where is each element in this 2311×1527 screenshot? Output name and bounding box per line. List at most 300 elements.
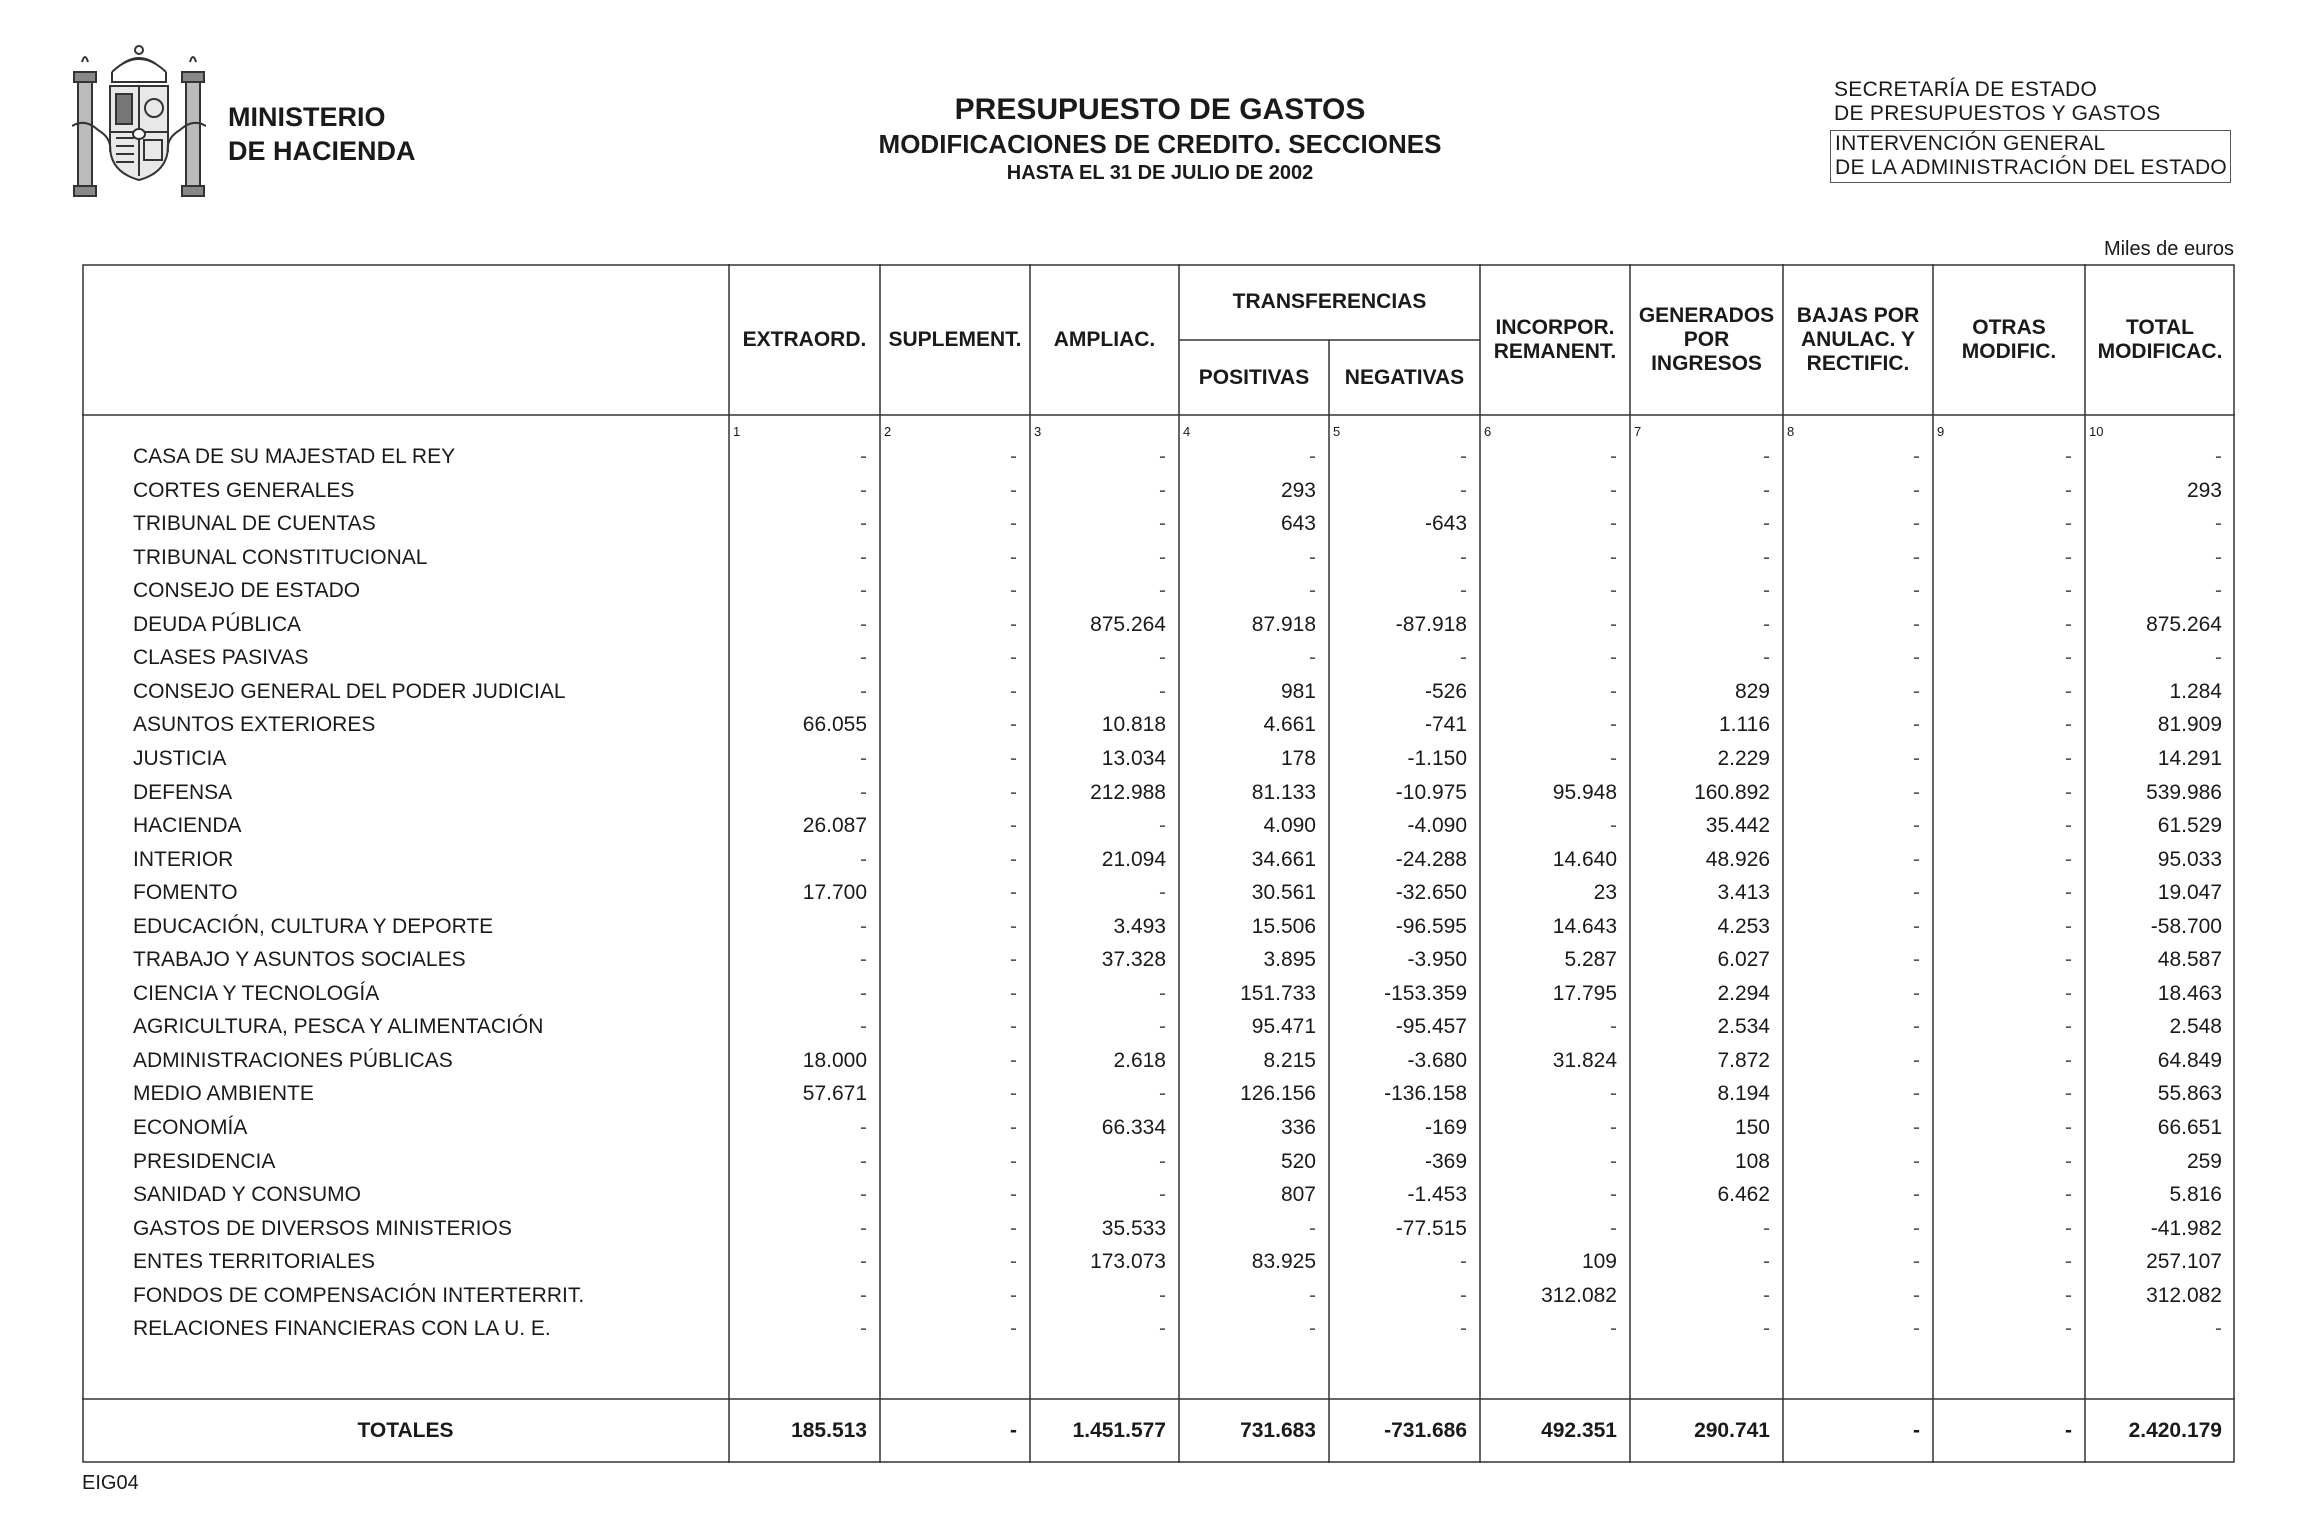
table-row-label: ASUNTOS EXTERIORES xyxy=(133,713,376,737)
column-header-6 xyxy=(1480,264,1630,415)
column-number-6: 6 xyxy=(1484,424,1492,439)
table-cell: - xyxy=(1010,1048,1017,1072)
column-header-line: GENERADOS xyxy=(1638,303,1775,327)
column-header-line: EXTRAORD. xyxy=(742,327,867,351)
totals-cell: - xyxy=(1913,1419,1920,1442)
table-cell: - xyxy=(1010,545,1017,569)
table-cell: 15.506 xyxy=(1251,914,1316,938)
table-cell: - xyxy=(1460,478,1467,502)
table-cell: - xyxy=(1913,780,1920,804)
footer-code: EIG04 xyxy=(82,1472,139,1494)
table-cell: - xyxy=(1010,1250,1017,1274)
table-cell: -3.680 xyxy=(1407,1048,1467,1072)
table-cell: - xyxy=(1010,445,1017,468)
table-cell: -1.150 xyxy=(1407,746,1467,770)
table-cell: - xyxy=(1010,1183,1017,1207)
table-cell: 336 xyxy=(1280,1116,1316,1139)
table-cell: - xyxy=(1913,545,1920,569)
table-cell: 66.651 xyxy=(2157,1116,2222,1139)
table-cell: - xyxy=(860,512,867,536)
table-cell: - xyxy=(1913,445,1920,468)
secretaria-line-2: DE PRESUPUESTOS Y GASTOS xyxy=(1834,102,2161,125)
table-cell: - xyxy=(1010,948,1017,972)
table-cell: - xyxy=(2065,780,2072,804)
table-cell: - xyxy=(2215,512,2222,536)
table-cell: 212.988 xyxy=(1090,780,1166,804)
table-cell: - xyxy=(1913,1116,1920,1139)
document-title-block xyxy=(760,92,1560,186)
table-cell: - xyxy=(2215,445,2222,468)
column-number-4: 4 xyxy=(1183,424,1191,439)
table-cell: - xyxy=(1913,1149,1920,1173)
table-cell: - xyxy=(1460,445,1467,468)
table-cell: - xyxy=(860,780,867,804)
column-number-5: 5 xyxy=(1333,424,1341,439)
table-cell: 6.027 xyxy=(1717,948,1770,972)
table-row-label: TRIBUNAL CONSTITUCIONAL xyxy=(133,545,428,569)
table-cell: - xyxy=(1010,881,1017,905)
table-cell: - xyxy=(860,1116,867,1139)
column-header-line: POSITIVAS xyxy=(1198,365,1310,389)
table-cell: 2.534 xyxy=(1717,1015,1770,1039)
column-header-line: NEGATIVAS xyxy=(1344,365,1465,389)
table-cell: - xyxy=(1159,1015,1166,1039)
table-cell: 61.529 xyxy=(2157,814,2222,838)
column-header-1 xyxy=(729,264,880,415)
table-cell: 35.442 xyxy=(1705,814,1770,838)
table-cell: 23 xyxy=(1593,881,1617,905)
table-cell: - xyxy=(2215,545,2222,569)
totals-cell: 185.513 xyxy=(791,1419,867,1442)
table-cell: 35.533 xyxy=(1101,1216,1166,1240)
table-cell: - xyxy=(860,981,867,1005)
table-cell: - xyxy=(1159,646,1166,670)
table-row-label: CONSEJO GENERAL DEL PODER JUDICIAL xyxy=(133,679,566,703)
table-row-label: TRABAJO Y ASUNTOS SOCIALES xyxy=(133,948,466,972)
table-cell: 643 xyxy=(1280,512,1316,536)
header-transferencias: TRANSFERENCIAS xyxy=(1232,290,1427,313)
table-cell: - xyxy=(1913,914,1920,938)
table-cell: - xyxy=(1159,1283,1166,1307)
column-header-line: BAJAS POR xyxy=(1796,303,1920,327)
table-cell: - xyxy=(2065,914,2072,938)
table-cell: - xyxy=(1610,646,1617,670)
totals-cell: 1.451.577 xyxy=(1072,1419,1166,1442)
table-cell: - xyxy=(1159,981,1166,1005)
table-row-label: CONSEJO DE ESTADO xyxy=(133,579,361,603)
table-cell: - xyxy=(1610,545,1617,569)
table-cell: 108 xyxy=(1734,1149,1770,1173)
table-cell: 57.671 xyxy=(802,1082,867,1106)
table-cell: - xyxy=(860,679,867,703)
table-cell: -10.975 xyxy=(1395,780,1467,804)
table-cell: 5.816 xyxy=(2169,1183,2222,1207)
table-cell: - xyxy=(2065,579,2072,603)
column-header-line: INCORPOR. xyxy=(1495,315,1615,339)
column-header-3 xyxy=(1030,264,1179,415)
table-cell: - xyxy=(2065,612,2072,636)
table-cell: 2.548 xyxy=(2169,1015,2222,1039)
table-cell: - xyxy=(1913,679,1920,703)
table-cell: - xyxy=(860,1216,867,1240)
table-cell: - xyxy=(1460,646,1467,670)
table-cell: - xyxy=(1913,1048,1920,1072)
table-cell: - xyxy=(1610,1183,1617,1207)
table-cell: 520 xyxy=(1280,1149,1316,1173)
table-cell: - xyxy=(2065,847,2072,871)
column-header-line: REMANENT. xyxy=(1493,339,1617,363)
table-cell: - xyxy=(1913,981,1920,1005)
table-row-label: DEFENSA xyxy=(133,780,233,804)
table-cell: -526 xyxy=(1424,679,1467,703)
column-header-line: OTRAS xyxy=(1972,315,2046,339)
table-cell: - xyxy=(1763,478,1770,502)
column-header-8 xyxy=(1783,264,1933,415)
column-header-line: MODIFIC. xyxy=(1961,339,2057,363)
table-cell: -1.453 xyxy=(1407,1183,1467,1207)
table-cell: - xyxy=(1010,914,1017,938)
table-cell: -153.359 xyxy=(1384,981,1467,1005)
table-cell: - xyxy=(1763,1283,1770,1307)
table-cell: - xyxy=(2065,646,2072,670)
table-cell: 10.818 xyxy=(1101,713,1166,737)
table-cell: - xyxy=(860,1283,867,1307)
table-cell: - xyxy=(1913,1283,1920,1307)
table-cell: - xyxy=(2065,746,2072,770)
column-number-2: 2 xyxy=(884,424,892,439)
table-cell: - xyxy=(860,746,867,770)
table-cell: -3.950 xyxy=(1407,948,1467,972)
ministry-name xyxy=(228,100,416,168)
document-date: HASTA EL 31 DE JULIO DE 2002 xyxy=(1006,162,1314,184)
table-row-label: AGRICULTURA, PESCA Y ALIMENTACIÓN xyxy=(133,1015,544,1039)
table-cell: 2.229 xyxy=(1717,746,1770,770)
table-cell: 7.872 xyxy=(1717,1048,1770,1072)
table-cell: 19.047 xyxy=(2157,881,2222,905)
table-cell: - xyxy=(2065,713,2072,737)
table-cell: 151.733 xyxy=(1240,981,1316,1005)
table-cell: - xyxy=(2065,1216,2072,1240)
table-cell: - xyxy=(2065,1317,2072,1341)
table-cell: - xyxy=(1610,1082,1617,1106)
intervencion-general-box xyxy=(1830,130,2231,183)
table-row-label: HACIENDA xyxy=(133,814,242,838)
table-cell: - xyxy=(1010,612,1017,636)
table-cell: 4.661 xyxy=(1263,713,1316,737)
table-cell: 13.034 xyxy=(1101,746,1166,770)
table-cell: - xyxy=(1913,948,1920,972)
table-cell: - xyxy=(860,612,867,636)
table-row-label: MEDIO AMBIENTE xyxy=(133,1082,314,1106)
table-cell: - xyxy=(1610,1216,1617,1240)
table-cell: -169 xyxy=(1424,1116,1467,1139)
table-cell: 2.294 xyxy=(1717,981,1770,1005)
table-cell: - xyxy=(1610,713,1617,737)
table-row-label: FONDOS DE COMPENSACIÓN INTERTERRIT. xyxy=(133,1283,585,1307)
table-cell: -24.288 xyxy=(1395,847,1467,871)
table-cell: - xyxy=(1913,1015,1920,1039)
table-cell: - xyxy=(1763,512,1770,536)
table-row-label: CORTES GENERALES xyxy=(133,478,355,502)
table-cell: - xyxy=(1010,1015,1017,1039)
table-cell: - xyxy=(2065,512,2072,536)
table-cell: - xyxy=(1010,713,1017,737)
column-number-10: 10 xyxy=(2089,424,2104,439)
table-cell: 48.587 xyxy=(2157,948,2222,972)
table-cell: 17.700 xyxy=(802,881,867,905)
table-cell: - xyxy=(860,545,867,569)
table-cell: 34.661 xyxy=(1251,847,1316,871)
table-cell: - xyxy=(2215,579,2222,603)
table-row-label: CIENCIA Y TECNOLOGÍA xyxy=(133,981,380,1005)
table-cell: -96.595 xyxy=(1395,914,1467,938)
table-cell: 66.334 xyxy=(1101,1116,1166,1139)
column-header-9 xyxy=(1933,264,2085,415)
table-row-label: SANIDAD Y CONSUMO xyxy=(133,1183,361,1207)
table-cell: - xyxy=(1913,612,1920,636)
table-cell: -643 xyxy=(1424,512,1467,536)
column-header-line: RECTIFIC. xyxy=(1806,351,1910,375)
table-cell: 1.284 xyxy=(2169,679,2222,703)
table-cell: 4.253 xyxy=(1717,914,1770,938)
column-header-4 xyxy=(1179,340,1329,415)
column-header-line: POR xyxy=(1683,327,1730,351)
table-cell: - xyxy=(1010,780,1017,804)
table-cell: -58.700 xyxy=(2150,914,2222,938)
table-cell: - xyxy=(1010,1082,1017,1106)
column-header-line: TOTAL xyxy=(2125,315,2195,339)
table-cell: - xyxy=(1010,1317,1017,1341)
column-number-8: 8 xyxy=(1787,424,1795,439)
table-cell: 83.925 xyxy=(1251,1250,1316,1274)
table-cell: - xyxy=(1460,1317,1467,1341)
table-cell: -4.090 xyxy=(1407,814,1467,838)
table-cell: - xyxy=(1010,746,1017,770)
table-cell: - xyxy=(1309,1283,1316,1307)
table-cell: 14.640 xyxy=(1552,847,1617,871)
table-cell: - xyxy=(1309,1317,1316,1341)
table-cell: - xyxy=(1610,746,1617,770)
table-cell: 1.116 xyxy=(1719,713,1770,737)
column-header-line: INGRESOS xyxy=(1651,351,1762,375)
table-row-label: ENTES TERRITORIALES xyxy=(133,1250,375,1274)
table-cell: 6.462 xyxy=(1717,1183,1770,1207)
table-cell: - xyxy=(1913,814,1920,838)
table-cell: 293 xyxy=(1280,478,1316,502)
table-cell: - xyxy=(2215,1317,2222,1341)
table-cell: - xyxy=(1763,1317,1770,1341)
table-cell: 160.892 xyxy=(1694,780,1770,804)
table-cell: - xyxy=(1309,545,1316,569)
column-number-7: 7 xyxy=(1634,424,1642,439)
table-cell: - xyxy=(1159,814,1166,838)
table-cell: 807 xyxy=(1280,1183,1316,1207)
table-cell: - xyxy=(1610,579,1617,603)
table-cell: 3.413 xyxy=(1717,881,1770,905)
table-cell: - xyxy=(2065,679,2072,703)
totals-cell: -731.686 xyxy=(1384,1419,1467,1442)
column-header-line: SUPLEMENT. xyxy=(888,327,1022,351)
table-cell: - xyxy=(860,1149,867,1173)
table-cell: - xyxy=(1610,478,1617,502)
table-cell: - xyxy=(1610,1317,1617,1341)
table-cell: - xyxy=(1010,814,1017,838)
column-header-line: ANULAC. Y xyxy=(1801,327,1915,351)
table-cell: - xyxy=(1309,445,1316,468)
table-cell: 8.215 xyxy=(1263,1048,1316,1072)
table-cell: 18.000 xyxy=(802,1048,867,1072)
table-cell: - xyxy=(1913,1216,1920,1240)
table-cell: - xyxy=(1010,1116,1017,1139)
table-cell: - xyxy=(1913,512,1920,536)
table-cell: 8.194 xyxy=(1717,1082,1770,1106)
totals-cell: - xyxy=(1010,1419,1017,1442)
table-cell: - xyxy=(1010,512,1017,536)
table-cell: 26.087 xyxy=(802,814,867,838)
table-cell: - xyxy=(1610,679,1617,703)
table-cell: - xyxy=(1010,1216,1017,1240)
units-label: Miles de euros xyxy=(2103,238,2234,260)
table-cell: -32.650 xyxy=(1395,881,1467,905)
table-row-label: DEUDA PÚBLICA xyxy=(133,612,302,636)
table-cell: - xyxy=(860,914,867,938)
column-header-line: AMPLIAC. xyxy=(1053,327,1156,351)
table-cell: - xyxy=(1913,746,1920,770)
table-cell: 2.618 xyxy=(1113,1048,1166,1072)
table-cell: 95.948 xyxy=(1552,780,1617,804)
table-cell: - xyxy=(1763,1250,1770,1274)
table-cell: - xyxy=(860,1317,867,1341)
table-cell: - xyxy=(1763,579,1770,603)
table-row-label: RELACIONES FINANCIERAS CON LA U. E. xyxy=(133,1317,551,1341)
secretaria-line-1: SECRETARÍA DE ESTADO xyxy=(1834,78,2098,101)
table-row-label: JUSTICIA xyxy=(133,746,227,770)
totals-cell: 290.741 xyxy=(1694,1419,1770,1442)
table-cell: - xyxy=(2065,981,2072,1005)
table-cell: - xyxy=(1610,1116,1617,1139)
table-cell: - xyxy=(1763,646,1770,670)
table-row-label: CASA DE SU MAJESTAD EL REY xyxy=(133,445,456,468)
table-row-label: CLASES PASIVAS xyxy=(133,646,309,670)
table-cell: - xyxy=(2065,948,2072,972)
document-title: PRESUPUESTO DE GASTOS xyxy=(954,93,1366,126)
table-cell: - xyxy=(1610,1149,1617,1173)
table-cell: - xyxy=(1610,814,1617,838)
table-cell: - xyxy=(2065,1116,2072,1139)
table-cell: - xyxy=(1913,478,1920,502)
table-cell: 150 xyxy=(1734,1116,1770,1139)
table-cell: - xyxy=(1763,1216,1770,1240)
table-cell: - xyxy=(2065,1250,2072,1274)
table-cell: 981 xyxy=(1280,679,1316,703)
table-cell: - xyxy=(1763,612,1770,636)
table-cell: - xyxy=(1610,612,1617,636)
table-cell: - xyxy=(1010,1283,1017,1307)
table-cell: 17.795 xyxy=(1552,981,1617,1005)
table-cell: 14.291 xyxy=(2157,746,2222,770)
column-header-7 xyxy=(1630,264,1783,415)
table-row-label: PRESIDENCIA xyxy=(133,1149,276,1173)
table-cell: - xyxy=(2065,545,2072,569)
table-cell: 257.107 xyxy=(2146,1250,2222,1274)
table-cell: 81.133 xyxy=(1251,780,1316,804)
table-cell: - xyxy=(860,1015,867,1039)
table-cell: - xyxy=(1913,1082,1920,1106)
table-cell: 293 xyxy=(2186,478,2222,502)
table-cell: - xyxy=(860,646,867,670)
table-cell: - xyxy=(1010,1149,1017,1173)
column-number-1: 1 xyxy=(733,424,741,439)
ministry-line-1: MINISTERIO xyxy=(228,102,386,132)
table-cell: -95.457 xyxy=(1395,1015,1467,1039)
intervencion-line-1: INTERVENCIÓN GENERAL xyxy=(1835,132,2106,155)
table-cell: - xyxy=(1010,478,1017,502)
table-cell: - xyxy=(1309,579,1316,603)
table-cell: - xyxy=(1010,981,1017,1005)
column-header-10 xyxy=(2085,264,2235,415)
table-cell: - xyxy=(860,1183,867,1207)
table-cell: - xyxy=(2215,646,2222,670)
table-cell: - xyxy=(1159,512,1166,536)
table-cell: - xyxy=(860,1250,867,1274)
table-cell: - xyxy=(2065,1183,2072,1207)
table-cell: 48.926 xyxy=(1705,847,1770,871)
table-cell: -41.982 xyxy=(2150,1216,2222,1240)
table-cell: 66.055 xyxy=(802,713,867,737)
table-row-label: ADMINISTRACIONES PÚBLICAS xyxy=(133,1048,453,1072)
table-cell: - xyxy=(1309,646,1316,670)
table-cell: - xyxy=(1913,646,1920,670)
table-cell: - xyxy=(2065,881,2072,905)
table-row-label: EDUCACIÓN, CULTURA Y DEPORTE xyxy=(133,914,494,938)
table-cell: 18.463 xyxy=(2157,981,2222,1005)
table-cell: - xyxy=(860,478,867,502)
table-cell: 3.493 xyxy=(1113,914,1166,938)
table-cell: - xyxy=(860,445,867,468)
table-cell: 4.090 xyxy=(1263,814,1316,838)
table-cell: - xyxy=(2065,478,2072,502)
table-cell: - xyxy=(2065,1015,2072,1039)
table-cell: - xyxy=(860,847,867,871)
table-cell: 5.287 xyxy=(1564,948,1617,972)
table-cell: 37.328 xyxy=(1101,948,1166,972)
table-cell: - xyxy=(1460,545,1467,569)
table-cell: 178 xyxy=(1280,746,1316,770)
table-cell: - xyxy=(1913,713,1920,737)
table-cell: 31.824 xyxy=(1552,1048,1617,1072)
table-cell: - xyxy=(1913,847,1920,871)
table-cell: - xyxy=(1763,445,1770,468)
table-cell: 109 xyxy=(1581,1250,1617,1274)
column-header-line: MODIFICAC. xyxy=(2097,339,2223,363)
table-cell: - xyxy=(1159,579,1166,603)
table-cell: 95.033 xyxy=(2157,847,2222,871)
table-cell: 3.895 xyxy=(1263,948,1316,972)
table-row-label: TRIBUNAL DE CUENTAS xyxy=(133,512,376,536)
table-cell: - xyxy=(2065,445,2072,468)
document-subtitle: MODIFICACIONES DE CREDITO. SECCIONES xyxy=(878,129,1442,159)
table-cell: - xyxy=(2065,1048,2072,1072)
table-cell: - xyxy=(1913,579,1920,603)
table-cell: 173.073 xyxy=(1090,1250,1166,1274)
table-cell: -136.158 xyxy=(1384,1082,1467,1106)
table-cell: -87.918 xyxy=(1395,612,1467,636)
table-cell: - xyxy=(1010,579,1017,603)
totals-cell: 731.683 xyxy=(1240,1419,1316,1442)
table-cell: - xyxy=(2065,1082,2072,1106)
table-cell: - xyxy=(2065,814,2072,838)
table-cell: - xyxy=(1159,545,1166,569)
